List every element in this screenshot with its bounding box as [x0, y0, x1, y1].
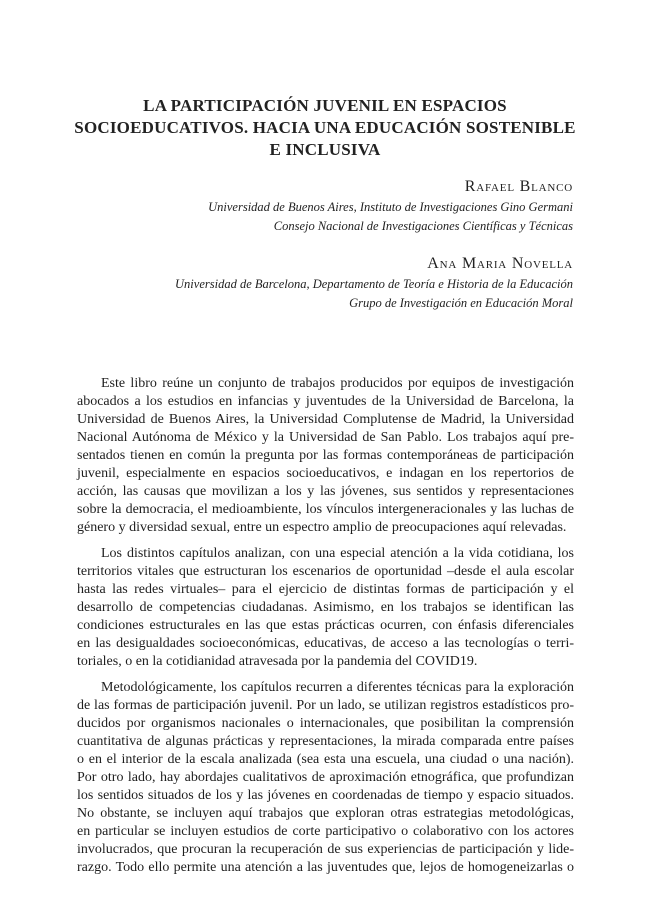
author-affiliation: Universidad de Buenos Aires, Instituto de Investigaciones Gino Germani [208, 200, 573, 214]
chapter-title-line: E INCLUSIVA [269, 140, 381, 159]
text-line: Metodológicamente, los capítulos recurren a diferentes técnicas para la exploración [101, 680, 574, 695]
author-affiliation: Consejo Nacional de Investigaciones Científicas y Técnicas [273, 219, 573, 233]
paragraph [77, 679, 574, 877]
text-line: desarrollo de competencias ciudadanas. Asimismo, en los trabajos se identifican las [77, 600, 574, 615]
paragraph-spacer [77, 537, 574, 545]
text-line: toriales, o en la cotidianidad atravesada por la pandemia del COVID19. [77, 654, 478, 669]
text-line: Por otro lado, hay abordajes cualitativos de aproximación etnográfica, que profundizan [77, 770, 574, 785]
text-line: en las desigualdades socioeconómicas, educativas, de acceso a las tecnologías o terri- [77, 636, 574, 651]
text-line: Este libro reúne un conjunto de trabajos producidos por equipos de investigación [101, 376, 574, 391]
text-line: Nacional Autónoma de México y la Universidad de San Pablo. Los trabajos aquí pre- [77, 430, 574, 445]
author-affiliation: Universidad de Barcelona, Departamento de Teoría e Historia de la Educación [175, 277, 573, 291]
text-line: ducidos por organismos nacionales o internacionales, que posibilitan la comprensión [77, 716, 574, 731]
text-line: acción, las causas que movilizan a los y las jóvenes, sus sentidos y representaciones [77, 484, 574, 499]
text-line: Universidad de Buenos Aires, la Universidad Complutense de Madrid, la Universidad [77, 412, 574, 427]
text-line: Los distintos capítulos analizan, con una especial atención a la vida cotidiana, los [101, 546, 574, 561]
text-line: No obstante, se incluyen aquí trabajos que exploran otras estrategias metodológicas, [77, 806, 574, 821]
text-line: género y diversidad sexual, entre un espectro amplio de preocupaciones aquí relevadas. [77, 520, 567, 535]
chapter-title-line: SOCIOEDUCATIVOS. HACIA UNA EDUCACIÓN SOSTENIBLE [74, 118, 576, 137]
text-line: condiciones estructurales en las que estas prácticas ocurren, con énfasis diferenciales [77, 618, 574, 633]
body-text [77, 375, 574, 877]
chapter-title [60, 95, 590, 161]
text-line: cuantitativa de algunas prácticas y representaciones, la mirada comparada entre países [77, 734, 574, 749]
author-name: Ana Maria Novella [427, 255, 573, 272]
text-line: juvenil, especialmente en espacios socioeducativos, e indagan en los repertorios de [77, 466, 574, 481]
text-line: abocados a los estudios en infancias y juventudes de la Universidad de Barcelona, la [77, 394, 574, 409]
chapter-title-line: LA PARTICIPACIÓN JUVENIL EN ESPACIOS [143, 96, 507, 115]
paragraph [77, 375, 574, 537]
author-name: Rafael Blanco [464, 178, 573, 195]
text-line: territorios vitales que estructuran los escenarios de oportunidad –desde el aula escolar [77, 564, 574, 579]
text-line: hasta las redes virtuales– para el ejercicio de distintas formas de participación y el [77, 582, 574, 597]
text-line: sentados tienen en común la pregunta por las formas contemporáneas de participación [77, 448, 574, 463]
paragraph [77, 545, 574, 671]
paragraph-spacer [77, 671, 574, 679]
text-line: en particular se incluyen estudios de corte participativo o colaborativo con los actores [77, 824, 574, 839]
text-line: de las formas de participación juvenil. Por un lado, se utilizan registros estadísticos pro- [77, 698, 574, 713]
text-line: razgo. Todo ello permite una atención a las juventudes que, lejos de homogeneizarlas o [77, 860, 574, 875]
text-line: sobre la democracia, el medioambiente, los vínculos intergeneracionales y las luchas de [77, 502, 574, 517]
text-line: los sentidos situados de los y las jóvenes en coordenadas de tiempo y espacio situados. [77, 788, 574, 803]
author-affiliation: Grupo de Investigación en Educación Moral [349, 296, 573, 310]
text-line: o en el interior de la escala analizada (sea esta una escuela, una ciudad o una nación). [77, 752, 574, 767]
text-line: involucrados, que procuran la recuperación de sus experiencias de participación y lide- [77, 842, 574, 857]
